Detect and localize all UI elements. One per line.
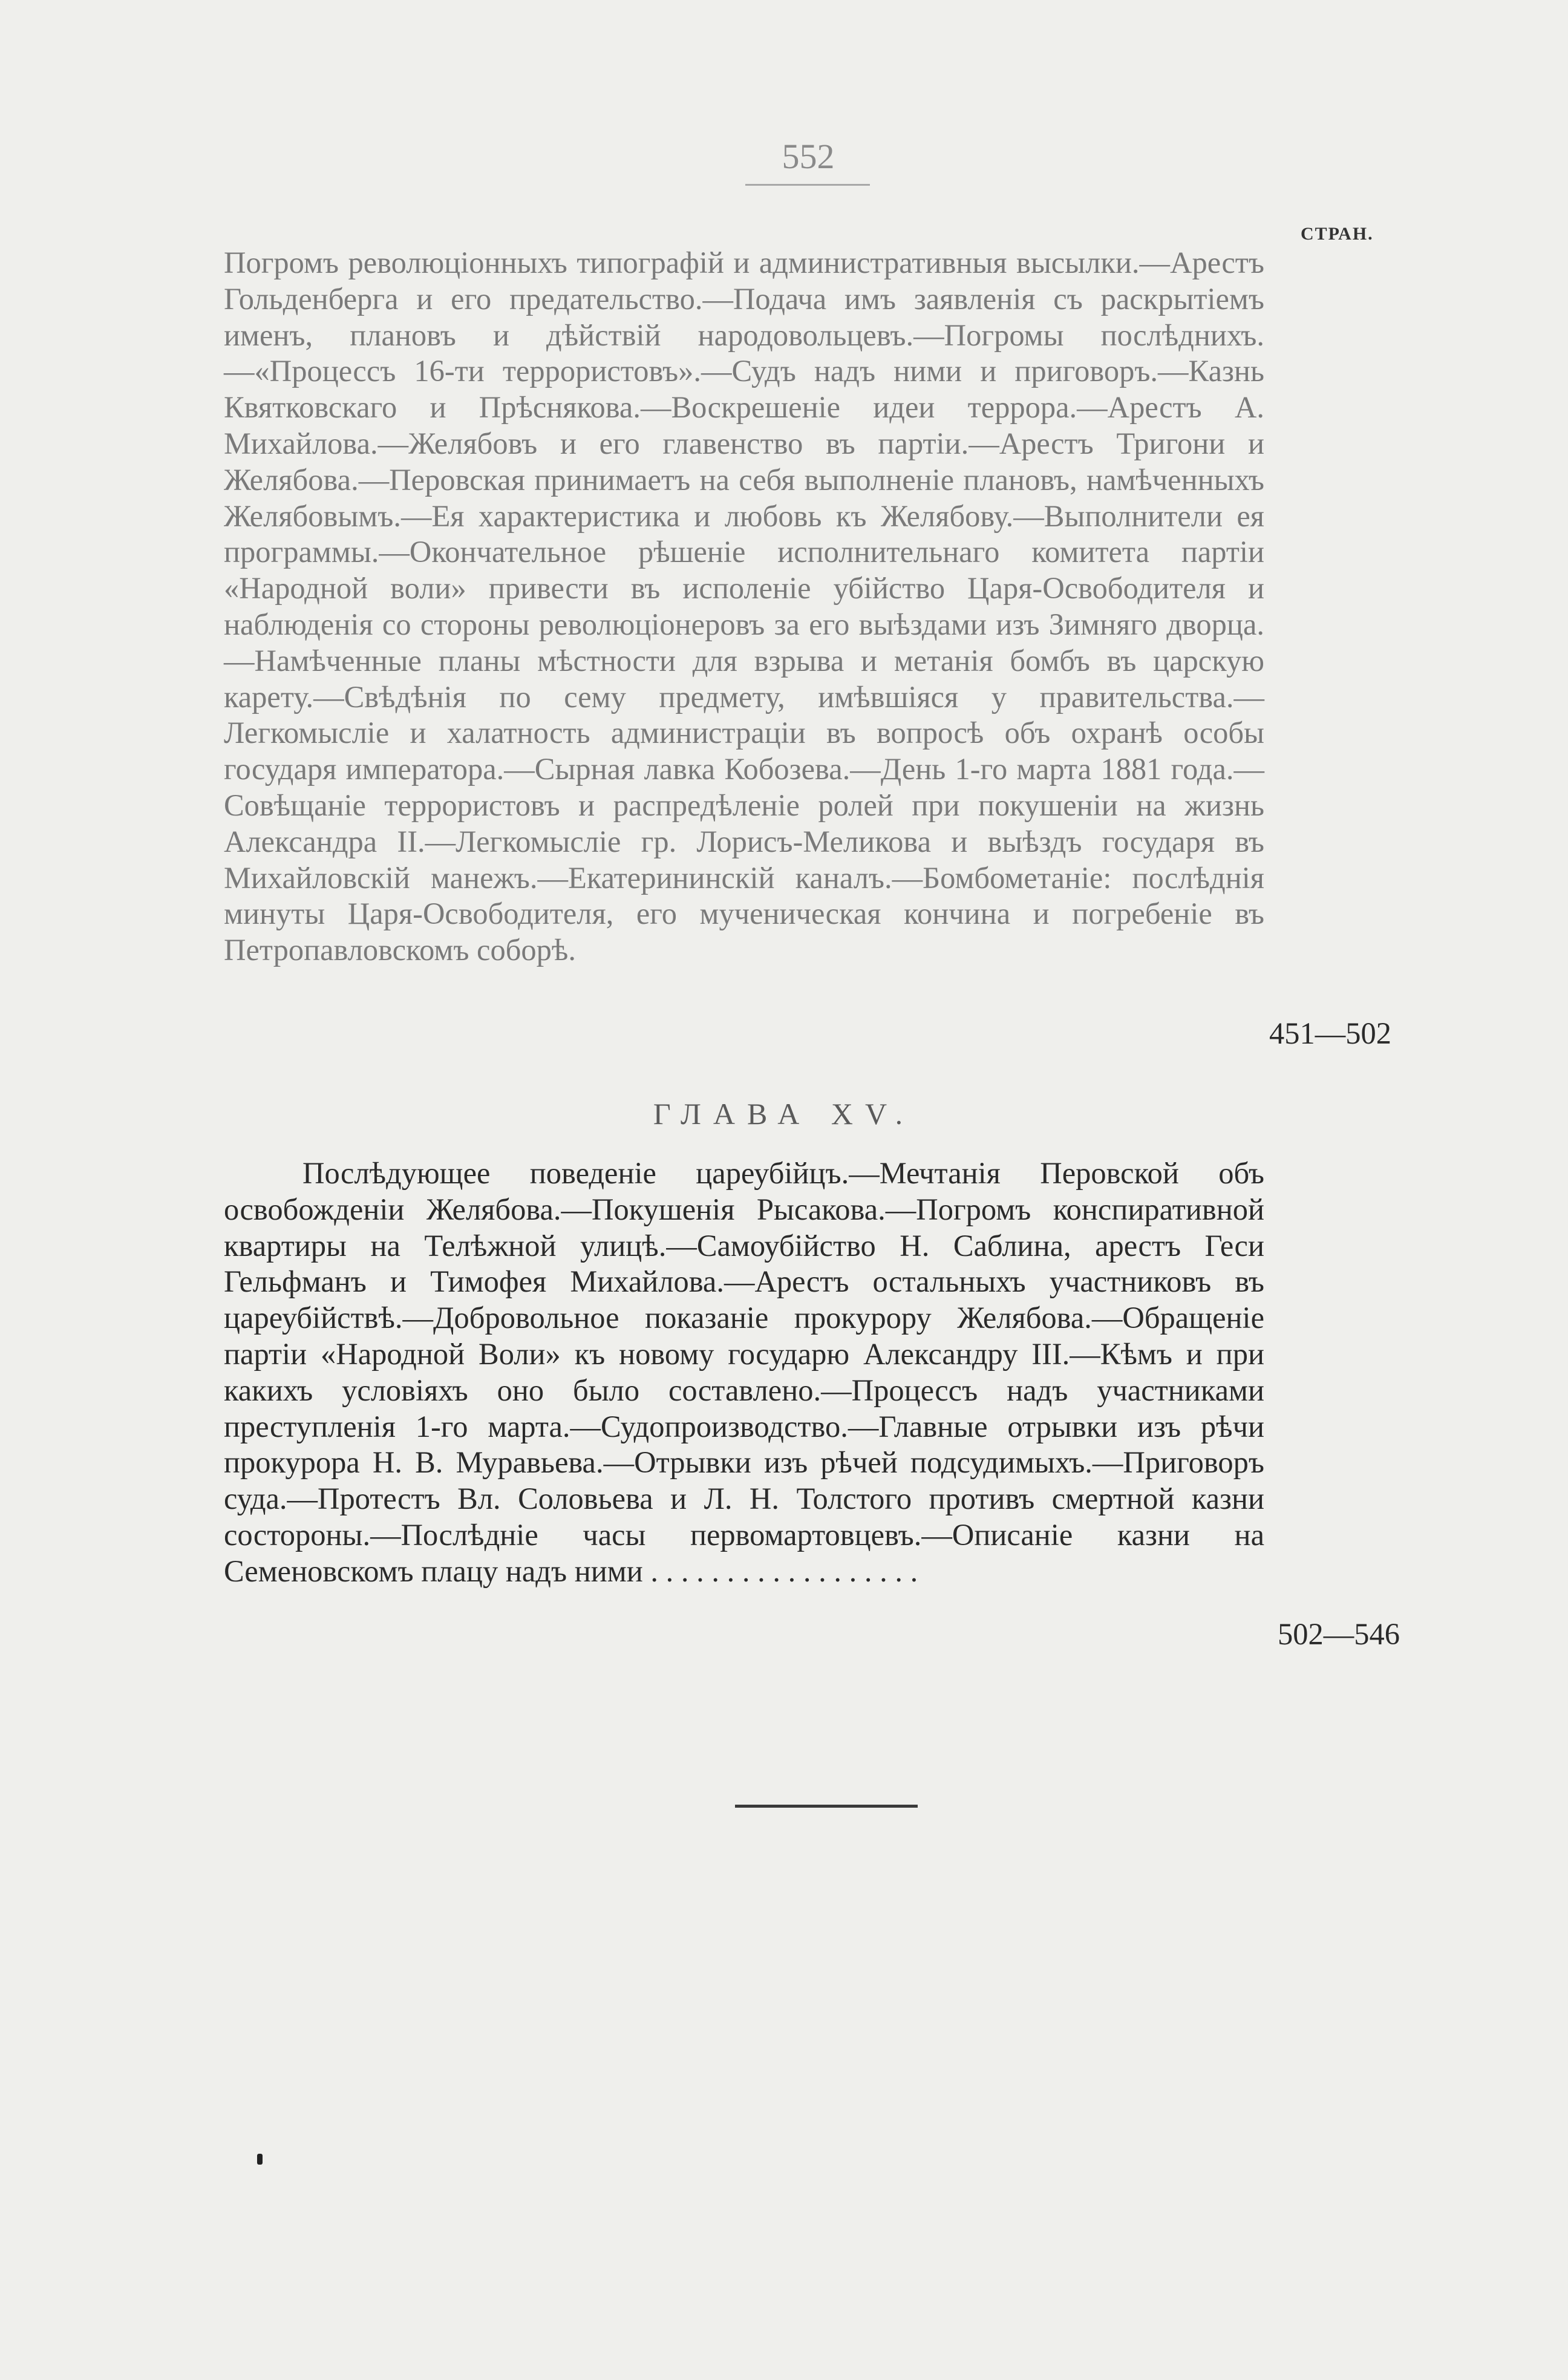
chapter-15-pages: 502—546	[1278, 1617, 1400, 1651]
pages-column-header: СТРАН.	[1301, 224, 1374, 244]
chapter-14-summary: Погромъ революціонныхъ типографій и административныя высылки.—Арестъ Гольденберга и его предательство.—Подача имъ заявленія съ раскрытіемъ именъ, плановъ и дѣйствій народовольцевъ.—Погромы послѣднихъ.—«Процессъ 16-ти террористовъ».—Судъ надъ ними и приговоръ.—Казнь Квятковскаго и Прѣснякова.—Воскрешеніе идеи террора.—Арестъ А. Михайлова.—Желябовъ и его главенство въ партіи.—Арестъ Тригони и Желябова.—Перовская принимаетъ на себя выполненіе плановъ, намѣченныхъ Желябовымъ.—Ея характеристика и любовь къ Желябову.—Выполнители ея программы.—Окончательное рѣшеніе исполнительнаго комитета партіи «Народной воли» привести въ исполеніе убійство Царя-Освободителя и наблюденія со стороны революціонеровъ за его выѣздами изъ Зимняго дворца.—Намѣченные планы мѣстности для взрыва и метанія бомбъ въ царскую карету.—Свѣдѣнія по сему предмету, имѣвшіяся у правительства.—Легкомысліе и халатность администраціи въ вопросѣ объ охранѣ особы государя императора.—Сырная лавка Кобозева.—День 1-го марта 1881 года.—Совѣщаніе террористовъ и распредѣленіе ролей при покушеніи на жизнь Александра II.—Легкомысліе гр. Лорисъ-Меликова и выѣздъ государя въ Михайловскій манежъ.—Екатерининскій каналъ.—Бомбометаніе: послѣднія минуты Царя-Освободителя, его мученическая кончина и погребеніе въ Петропавловскомъ соборѣ.	[224, 246, 1264, 967]
chapter-15-title: ГЛАВА XV.	[653, 1097, 915, 1131]
chapter-14-pages: 451—502	[1269, 1016, 1391, 1050]
ink-mark	[257, 2154, 263, 2165]
end-rule	[735, 1805, 918, 1808]
chapter-15-summary: Послѣдующее поведеніе цареубійцъ.—Мечтанія Перовской объ освобожденіи Желябова.—Покушенія Рысакова.—Погромъ конспиративной квартиры на Телѣжной улицѣ.—Самоубійство Н. Саблина, арестъ Геси Гельфманъ и Тимофея Михайлова.—Арестъ остальныхъ участниковъ въ цареубійствѣ.—Добровольное показаніе прокурору Желябова.—Обращеніе партіи «Народной Воли» къ новому государю Александру III.—Кѣмъ и при какихъ условіяхъ оно было составлено.—Процессъ надъ участниками преступленія 1-го марта.—Судопроизводство.—Главные отрывки изъ рѣчи прокурора Н. В. Муравьева.—Отрывки изъ рѣчей подсудимыхъ.—Приговоръ суда.—Протестъ Вл. Соловьева и Л. Н. Толстого противъ смертной казни состороны.—Послѣдніе часы первомартовцевъ.—Описаніе казни на Семеновскомъ плацу надъ ними . . . . . . . . . . . . . . . . . .	[224, 1156, 1264, 1588]
page-number-rule	[745, 184, 870, 186]
page-number: 552	[782, 137, 835, 176]
